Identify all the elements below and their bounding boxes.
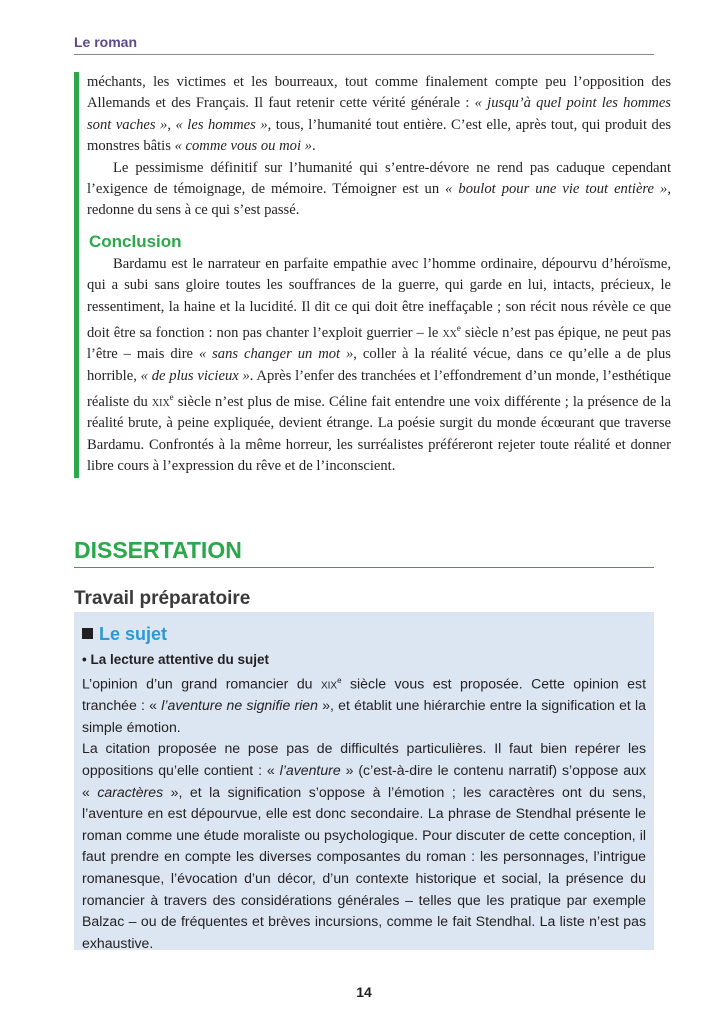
sujet-box <box>74 612 654 950</box>
intro-paragraph-2: Le pessimisme définitif sur l’humanité qui s’entre-dévore ne rend pas caduque cependant l’exigence de témoignage, de mémoire. Témoigner est un « boulot pour une vie tout entière », redonne du sens à ce qui s’est passé. <box>87 159 671 219</box>
sujet-paragraph-1: L’opinion d’un grand romancier du xix$^e$ siècle vous est proposée. Cette opinion est tranchée : « l’aventure ne signifie rien », et établit une hiérarchie entre la signification et la simple émotion. <box>82 675 647 735</box>
intro-paragraph-1: méchants, les victimes et les bourreaux, tout comme finalement compte peu l’opposition des Allemands et des Français. Il faut retenir cette vérité générale : « jusqu’à quel point les hommes sont vaches », « les hommes », tous, l’humanité tout entière. C’est elle, après tout, qui produit des monstres bâtis « comme vous ou moi ». <box>87 74 671 155</box>
square-bullet-icon <box>82 628 93 639</box>
conclusion-heading: Conclusion <box>89 231 182 251</box>
subsection-title: Travail préparatoire <box>74 588 251 609</box>
running-header: Le roman <box>74 34 654 55</box>
sujet-paragraph-2: La citation proposée ne pose pas de difficultés particulières. Il faut bien repérer les oppositions qu’elle contient : « l’aventure » (c’est-à-dire le contenu narratif) s’oppose aux « caractères », et la signification s’oppose à l’émotion ; les caractères ont du sens, l’aventure en est dépourvue, elle est donc secondaire. La phrase de Stendhal présente le roman comme une étude moraliste ou psychologique. Pour discuter de cette conception, il faut prendre en compte les diverses composantes du roman : les personnages, l’intrigue romanesque, l’évocation d’un décor, d’un contexte historique et social, la présence du romancier à travers des considérations générales – telles que les pratique par exemple Balzac – ou de fréquentes et brèves incursions, comme le fait Stendhal. La liste n’est pas exhaustive. <box>82 740 647 951</box>
excerpt-block <box>74 72 671 478</box>
bullet-heading: • La lecture attentive du sujet <box>82 652 270 667</box>
page-number: 14 <box>356 984 372 1000</box>
section-title: DISSERTATION <box>74 535 654 568</box>
sujet-heading: Le sujet <box>82 622 646 646</box>
bullet-icon: • <box>82 652 91 667</box>
conclusion-paragraph: Bardamu est le narrateur en parfaite empathie avec l’homme ordinaire, dépourvu d’héroïsme, qui a subi sans gloire toutes les souffrances de la guerre, qui garde en lui, intacts, précieux, le ressentiment, la haine et la lucidité. Il dit ce qui doit être ineffaçable ; son récit nous révèle ce que doit être sa fonction : non pas chanter l’exploit guerrier – le $xx^e$ siècle n’est pas épique, ne peut pas l’être – mais dire « sans changer un mot », coller à la réalité vécue, dans ce qu’elle a de plus horrible, « de plus vicieux ». Après l’enfer des tranchées et l’effondrement d’un monde, l’esthétique réaliste du xix$^e$ siècle n’est plus de mise. Céline fait entendre une voix différente ; la présence de la réalité brute, à peine expliquée, devient étrange. La poésie surgit du monde écœurant que traverse Bardamu. Confrontés à la même horreur, les surréalistes préféreront rejeter toute réalité et donner libre cours à l’expression du rêve et de l’inconscient. <box>87 255 671 475</box>
